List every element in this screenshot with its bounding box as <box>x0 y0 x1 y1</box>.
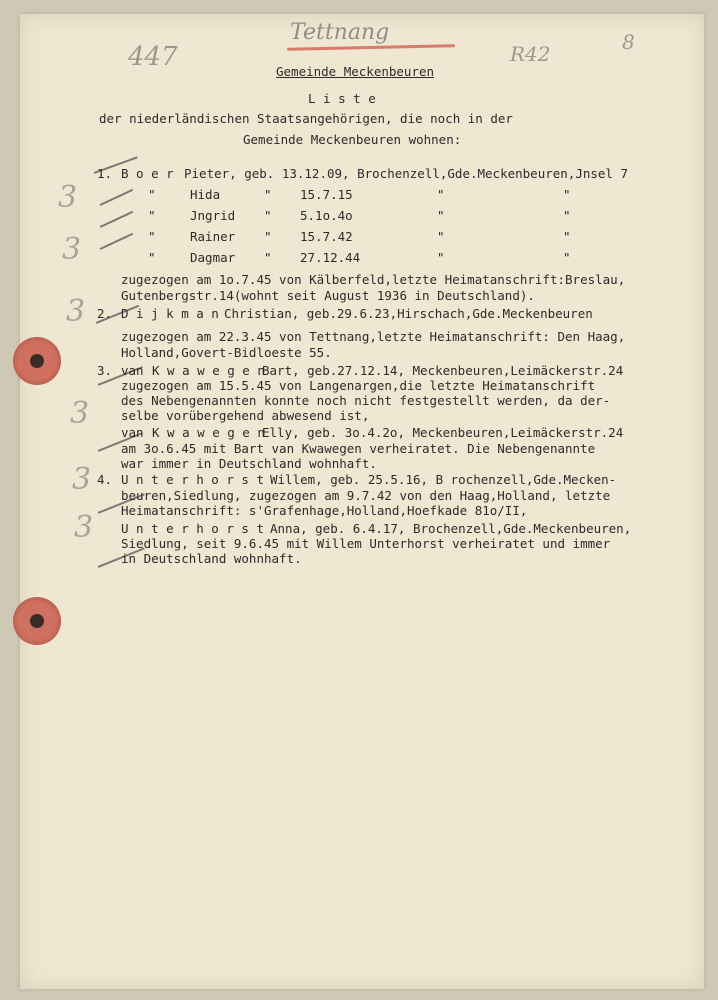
subtitle-line: Gemeinde Meckenbeuren wohnen: <box>243 132 462 147</box>
entry-note-line: zugezogen am 15.5.45 von Langenargen,die letzte Heimatanschrift <box>121 378 596 393</box>
entry-note-line: zugezogen am 1o.7.45 von Kälberfeld,letzte Heimatanschrift:Breslau, <box>121 272 626 287</box>
margin-pencil-numeral: 3 <box>58 180 78 215</box>
entry-detail: Elly, geb. 3o.4.2o, Meckenbeuren,Leimäckerstr.24 <box>262 425 624 440</box>
margin-pencil-numeral: 3 <box>70 396 90 431</box>
margin-pencil-numeral: 3 <box>66 294 86 329</box>
municipality-heading: Gemeinde Meckenbeuren <box>276 64 435 79</box>
entry-surname: B o e r <box>121 166 174 181</box>
handwritten-page-number: 8 <box>622 30 635 54</box>
entry-note-line: war immer in Deutschland wohnhaft. <box>121 456 377 471</box>
ditto-mark: " <box>563 229 571 244</box>
entry-number: 2. <box>97 306 113 321</box>
ditto-mark: " <box>264 250 272 265</box>
entry-note-line: am 3o.6.45 mit Bart van Kwawegen verheiratet. Die Nebengenannte <box>121 441 596 456</box>
family-member-name: Dagmar <box>190 250 236 265</box>
entry-detail: Christian, geb.29.6.23,Hirschach,Gde.Meckenbeuren <box>224 306 593 321</box>
entry-note-line: Siedlung, seit 9.6.45 mit Willem Unterhorst verheiratet und immer <box>121 536 611 551</box>
ditto-mark: " <box>563 208 571 223</box>
entry-note-line: Gutenbergstr.14(wohnt seit August 1936 in Deutschland). <box>121 288 535 303</box>
entry-spouse-surname: U n t e r h o r s t <box>121 521 264 536</box>
ditto-mark: " <box>148 229 156 244</box>
punch-hole <box>13 337 61 385</box>
entry-note-line: beuren,Siedlung, zugezogen am 9.7.42 von den Haag,Holland, letzte <box>121 488 611 503</box>
family-member-date: 5.1o.4o <box>300 208 353 223</box>
ditto-mark: " <box>563 250 571 265</box>
ditto-mark: " <box>264 229 272 244</box>
entry-surname: K w a w e g e n <box>152 363 265 378</box>
handwritten-place-name: Tettnang <box>290 20 390 45</box>
entry-detail: Bart, geb.27.12.14, Meckenbeuren,Leimäckerstr.24 <box>262 363 624 378</box>
entry-number: 3. <box>97 363 113 378</box>
ditto-mark: " <box>264 208 272 223</box>
family-member-date: 15.7.15 <box>300 187 353 202</box>
ditto-mark: " <box>148 187 156 202</box>
entry-number: 1. <box>97 166 113 181</box>
entry-note-line: Holland,Govert-Bidloeste 55. <box>121 345 332 360</box>
family-member-name: Hida <box>190 187 221 202</box>
entry-surname: D i j k m a n <box>121 306 219 321</box>
entry-note-line: in Deutschland wohnhaft. <box>121 551 302 566</box>
punch-hole <box>13 597 61 645</box>
ditto-mark: " <box>148 208 156 223</box>
entry-name-prefix: van <box>121 425 144 440</box>
subtitle-line: der niederländischen Staatsangehörigen, die noch in der <box>99 111 513 126</box>
entry-note-line: zugezogen am 22.3.45 von Tettnang,letzte Heimatanschrift: Den Haag, <box>121 329 626 344</box>
family-member-date: 15.7.42 <box>300 229 353 244</box>
list-title: L i s t e <box>308 91 376 106</box>
entry-surname: U n t e r h o r s t <box>121 472 264 487</box>
margin-pencil-numeral: 3 <box>72 462 92 497</box>
entry-note-line: selbe vorübergehend abwesend ist, <box>121 408 370 423</box>
entry-note-line: des Nebengenannten konnte noch nicht festgestellt werden, da der- <box>121 393 611 408</box>
margin-pencil-numeral: 3 <box>62 232 82 267</box>
ditto-mark: " <box>437 187 445 202</box>
family-member-name: Jngrid <box>190 208 236 223</box>
entry-number: 4. <box>97 472 113 487</box>
ditto-mark: " <box>563 187 571 202</box>
ditto-mark: " <box>437 250 445 265</box>
ditto-mark: " <box>437 229 445 244</box>
entry-detail: Pieter, geb. 13.12.09, Brochenzell,Gde.Meckenbeuren,Jnsel 7 <box>184 166 629 181</box>
family-member-date: 27.12.44 <box>300 250 361 265</box>
handwritten-archive-ref: R42 <box>510 42 551 66</box>
handwritten-number: 447 <box>128 42 178 72</box>
margin-pencil-numeral: 3 <box>74 510 94 545</box>
entry-detail: Anna, geb. 6.4.17, Brochenzell,Gde.Meckenbeuren, <box>270 521 632 536</box>
entry-note-line: Heimatanschrift: s'Grafenhage,Holland,Hoefkade 81o/II, <box>121 503 528 518</box>
ditto-mark: " <box>148 250 156 265</box>
entry-detail: Willem, geb. 25.5.16, B rochenzell,Gde.Mecken- <box>270 472 617 487</box>
ditto-mark: " <box>264 187 272 202</box>
ditto-mark: " <box>437 208 445 223</box>
entry-name-prefix: van <box>121 363 144 378</box>
family-member-name: Rainer <box>190 229 236 244</box>
entry-spouse-surname: K w a w e g e n <box>152 425 265 440</box>
